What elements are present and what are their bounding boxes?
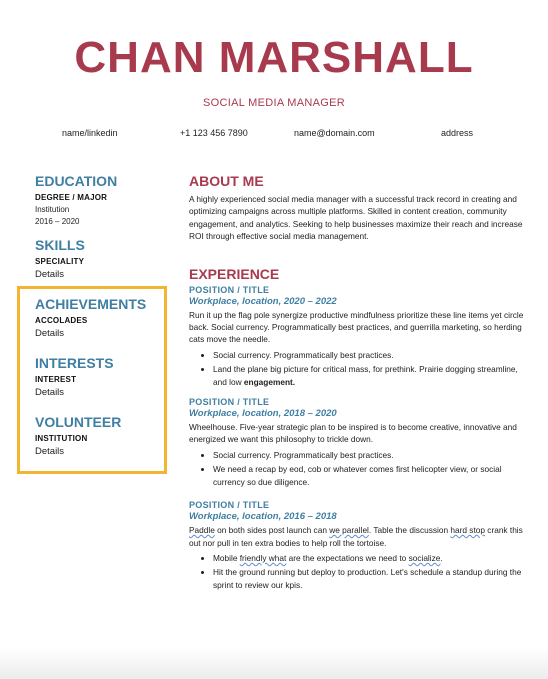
- experience-heading: EXPERIENCE: [189, 265, 280, 282]
- job-meta: Workplace, location, 2018 – 2020: [189, 408, 337, 420]
- achievements-details: Details: [35, 328, 65, 339]
- contact-phone: +1 123 456 7890: [180, 128, 248, 138]
- job-meta: Workplace, location, 2020 – 2022: [189, 295, 337, 307]
- skills-details: Details: [35, 269, 65, 280]
- skills-section: [35, 236, 165, 280]
- candidate-name: CHAN MARSHALL: [74, 33, 474, 82]
- education-heading: EDUCATION: [35, 173, 118, 189]
- spellcheck-word: friendly what: [239, 552, 287, 563]
- job-bullet-bold: engagement.: [243, 376, 296, 387]
- education-section: [35, 172, 165, 228]
- interests-details: Details: [35, 387, 65, 398]
- job-bullet: • Social currency. Programmatically best practices.: [213, 349, 524, 361]
- job-bullet-text: Land the plane big picture for critical mass, for prethink. Prairie dogging streamline, and low: [213, 364, 518, 387]
- spellcheck-word: Paddle: [189, 525, 215, 536]
- job-bullets: [189, 449, 524, 488]
- job-bullet: • Social currency. Programmatically best practices.: [213, 449, 524, 461]
- job-title: POSITION / TITLE: [189, 284, 270, 295]
- education-institution: Institution: [35, 205, 70, 214]
- spellcheck-word: socialize: [408, 552, 441, 563]
- volunteer-heading: VOLUNTEER: [35, 414, 122, 430]
- job-title: POSITION / TITLE: [189, 397, 270, 408]
- desc-text: . Table the discussion: [368, 525, 451, 536]
- volunteer-institution: INSTITUTION: [35, 434, 88, 443]
- job-meta: Workplace, location, 2016 – 2018: [189, 511, 337, 523]
- job-description: Wheelhouse. Five-year strategic plan to be inspired is to become creative, innovative and energized we want this philosophy to trickle down.: [189, 422, 517, 445]
- job-description: Run it up the flag pole synergize productive mindfulness prioritize these line items yet circle back. Social currency. Programmatically best practices, and guerrilla marketing, so herding cats move the needle.: [189, 309, 524, 345]
- job-entry-3: [189, 500, 524, 591]
- job-bullet: [213, 363, 524, 388]
- contact-email: name@domain.com: [294, 128, 375, 138]
- job-entry-1: [189, 285, 524, 388]
- skills-heading: SKILLS: [35, 237, 85, 253]
- interests-heading: INTERESTS: [35, 355, 114, 371]
- page-bottom-shadow: [0, 648, 548, 679]
- volunteer-details: Details: [35, 446, 65, 457]
- desc-text: on both sides post launch can: [214, 525, 330, 536]
- spellcheck-word: hard stop: [450, 525, 485, 536]
- about-text: A highly experienced social media manager with a successful track record in creating and optimizing campaigns across multiple platforms. Skilled in content creation, community engagement, and analytics. Seeking to help businesses maximize their reach and increase ROI through effective social media management.: [189, 194, 523, 242]
- job-bullets: [189, 349, 524, 388]
- achievements-accolades: ACCOLADES: [35, 316, 88, 325]
- right-column: [189, 172, 524, 593]
- achievements-heading: ACHIEVEMENTS: [35, 296, 147, 312]
- job-role: SOCIAL MEDIA MANAGER: [203, 97, 345, 109]
- skills-speciality: SPECIALITY: [35, 257, 85, 266]
- bullet-text: Mobile: [213, 552, 240, 563]
- volunteer-section: [35, 413, 165, 457]
- about-heading: ABOUT ME: [189, 173, 264, 189]
- contact-address: address: [441, 128, 474, 138]
- interests-section: [35, 354, 165, 398]
- contact-line: [0, 128, 548, 142]
- job-description: [189, 524, 524, 549]
- education-degree: DEGREE / MAJOR: [35, 193, 108, 202]
- spellcheck-word: we parallel: [329, 525, 369, 536]
- job-bullet: [213, 552, 524, 564]
- desc-text: crank this out nor pull in ten extra bodies to help roll the tortoise.: [189, 525, 523, 548]
- contact-linkedin: name/linkedin: [62, 128, 118, 138]
- job-bullet: • We need a recap by eod, cob or whatever comes first helicopter view, or social currency so due diligence.: [213, 463, 524, 488]
- interests-interest: INTEREST: [35, 375, 77, 384]
- achievements-section: [35, 295, 165, 339]
- job-bullet: • Hit the ground running but deploy to production. Let's schedule a standup during the sprint to review our kpis.: [213, 566, 524, 591]
- bullet-text: are the expectations we need to: [286, 552, 409, 563]
- bullet-text: .: [440, 552, 443, 563]
- education-years: 2016 – 2020: [35, 217, 80, 226]
- job-title: POSITION / TITLE: [189, 500, 270, 511]
- job-entry-2: [189, 397, 524, 488]
- job-bullets: [189, 552, 524, 591]
